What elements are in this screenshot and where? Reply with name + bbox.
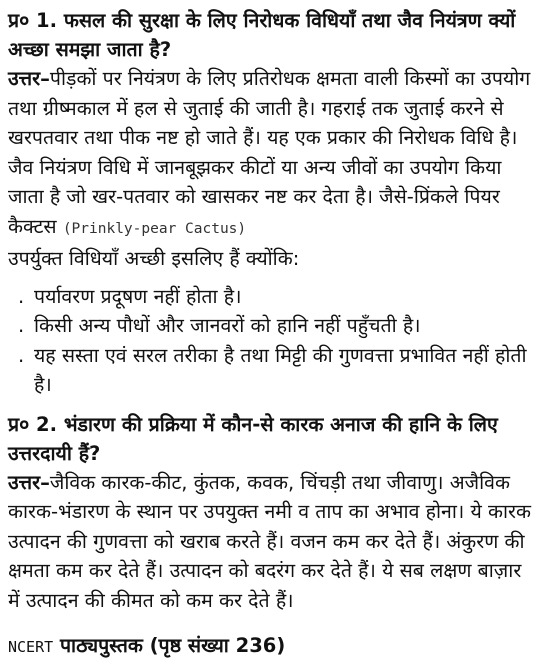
answer-1 bbox=[8, 64, 532, 244]
ncert-label: NCERT bbox=[8, 638, 54, 656]
question-1-text: फसल की सुरक्षा के लिए निरोधक विधियाँ तथा जैव नियंत्रण क्यों अच्छा समझा जाता है? bbox=[8, 9, 516, 61]
answer-2-label: उत्तर– bbox=[8, 470, 50, 494]
question-1 bbox=[8, 6, 532, 64]
section-heading bbox=[8, 631, 532, 662]
bullet-icon: . bbox=[18, 343, 25, 367]
question-2-text: भंडारण की प्रक्रिया में कौन-से कारक अनाज की हानि के लिए उत्तरदायी हैं? bbox=[8, 412, 498, 465]
answer-1-label: उत्तर– bbox=[8, 67, 50, 90]
question-1-number: प्र० 1. bbox=[8, 9, 58, 32]
bullet-icon: . bbox=[18, 314, 25, 337]
list-item: . पर्यावरण प्रदूषण नहीं होता है। bbox=[18, 282, 532, 312]
answer-1-english-term: (Prinkly-pear Cactus) bbox=[62, 220, 247, 237]
list-item: . किसी अन्य पौधों और जानवरों को हानि नहीं पहुँचती है। bbox=[18, 311, 532, 341]
list-item: . यह सस्ता एवं सरल तरीका है तथा मिट्टी की गुणवत्ता प्रभावित नहीं होती है। bbox=[18, 341, 532, 400]
question-2 bbox=[8, 410, 532, 468]
question-2-block bbox=[8, 410, 532, 616]
section-heading-text: पाठ्यपुस्तक (पृष्ठ संख्या 236) bbox=[59, 634, 286, 657]
bullet-icon: . bbox=[18, 284, 25, 308]
reasons-intro: उपर्युक्त विधियाँ अच्छी इसलिए हैं क्योंकि: bbox=[8, 247, 300, 270]
answer-2 bbox=[8, 468, 532, 616]
question-1-block bbox=[8, 6, 532, 400]
answer-2-text: जैविक कारक-कीट, कुंतक, कवक, चिंचड़ी तथा जीवाणु। अजैविक कारक-भंडारण के स्थान पर उपयुक्त नमी व ताप का अभाव होना। ये कारक उत्पादन की गुणवत्ता को खराब करते हैं। वजन कम कर देते हैं। अंकुरण की क्षमता कम कर देते हैं। उत्पादन को बदरंग कर देते हैं। ये सब लक्षण बाज़ार में उत्पादन की कीमत को कम कर देते हैं। bbox=[8, 470, 531, 612]
question-2-number: प्र० 2. bbox=[8, 412, 58, 436]
answer-1-text: पीड़कों पर नियंत्रण के लिए प्रतिरोधक क्षमता वाली किस्मों का उपयोग तथा ग्रीष्मकाल में हल से जुताई की जाती है। गहराई तक जुताई करने से खरपतवार तथा पीक नष्ट हो जाते हैं। यह एक प्रकार की निरोधक विधि है। जैव नियंत्रण विधि में जानबूझकर कीटों या अन्य जीवों का उपयोग किया जाता है जो खर-पतवार को खासकर नष्ट कर देता है। जैसे-प्रिंकले पियर कैक्टस bbox=[8, 67, 531, 238]
reasons-list bbox=[18, 282, 532, 400]
